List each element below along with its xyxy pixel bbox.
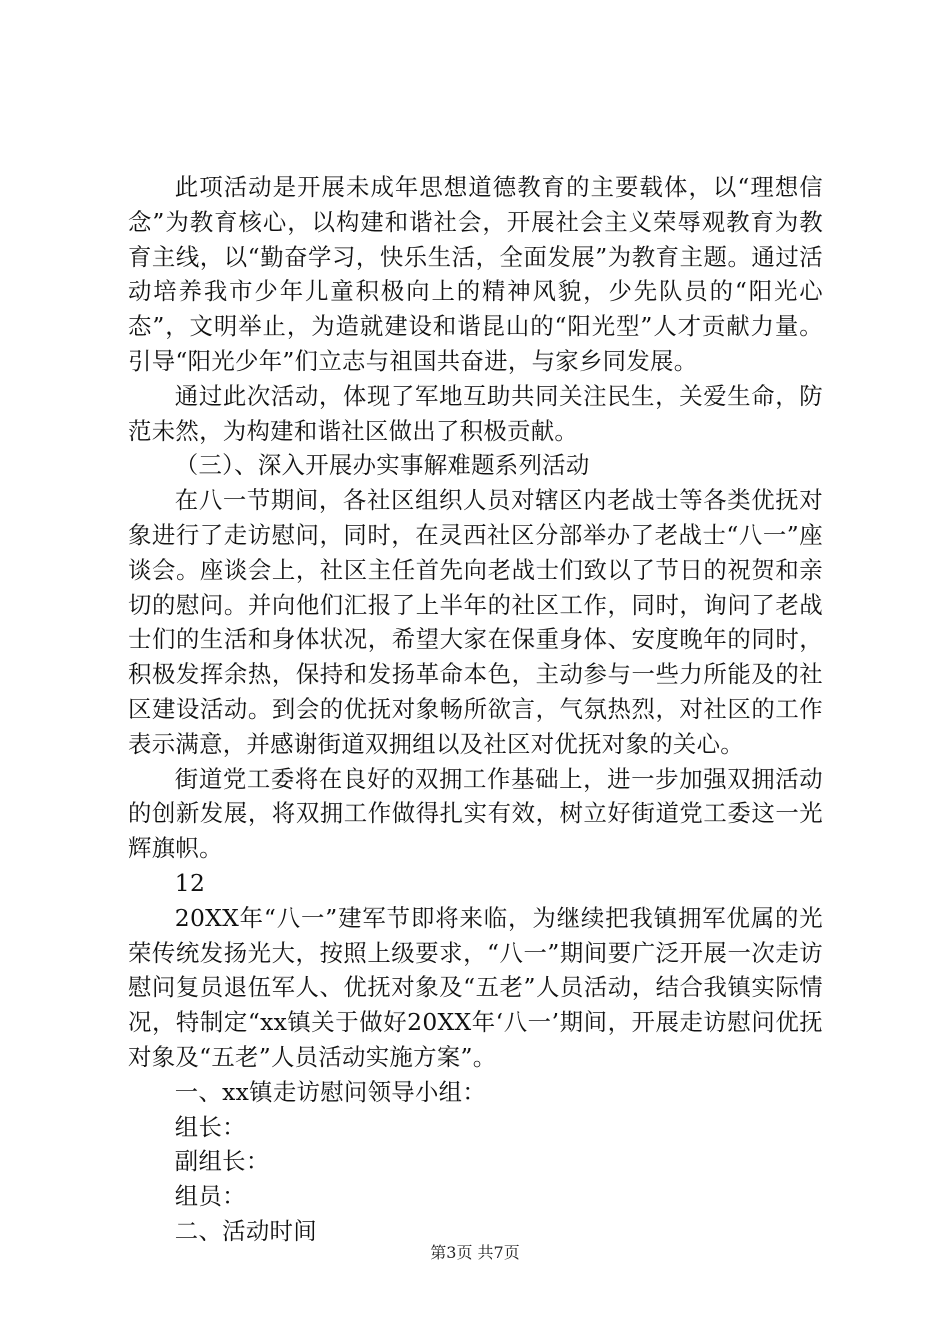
paragraph-party-committee: 街道党工委将在良好的双拥工作基础上，进一步加强双拥活动的创新发展，将双拥工作做得扎实有效，树立好街道党工委这一光辉旗帜。 — [128, 764, 823, 863]
page-footer: 第3页 共7页 — [430, 1243, 520, 1262]
paragraph-activity-result: 通过此次活动，体现了军地互助共同关注民生，关爱生命，防范未然，为构建和谐社区做出了积极贡献。 — [128, 381, 823, 445]
field-deputy-leader: 副组长： — [174, 1147, 270, 1176]
section-heading-three: （三）、深入开展办实事解难题系列活动 — [174, 451, 590, 480]
section-heading-leadership-group: 一、xx镇走访慰问领导小组： — [174, 1077, 487, 1106]
field-group-members: 组员： — [174, 1182, 246, 1211]
field-group-leader: 组长： — [174, 1112, 246, 1141]
section-heading-activity-time: 二、活动时间 — [174, 1216, 317, 1245]
paragraph-bayi-visit: 在八一节期间，各社区组织人员对辖区内老战士等各类优抚对象进行了走访慰问，同时，在灵西社区分部举办了老战士“八一”座谈会。座谈会上，社区主任首先向老战士们致以了节日的祝贺和亲切的慰问。并向他们汇报了上半年的社区工作，同时，询问了老战士们的生活和身体状况，希望大家在保重身体、安度晚年的同时，积极发挥余热，保持和发扬革命本色，主动参与一些力所能及的社区建设活动。到会的优抚对象畅所欲言，气氛热烈，对社区的工作表示满意，并感谢街道双拥组以及社区对优抚对象的关心。 — [128, 486, 823, 758]
paragraph-plan-intro: 20XX年“八一”建军节即将来临，为继续把我镇拥军优属的光荣传统发扬光大，按照上级要求，“八一”期间要广泛开展一次走访慰问复员退伍军人、优抚对象及“五老”人员活动，结合我镇实际情况，特制定“xx镇关于做好20XX年‘八一’期间，开展走访慰问优抚对象及“五老”人员活动实施方案”。 — [128, 903, 823, 1071]
document-body — [128, 170, 823, 1249]
section-number: 12 — [174, 868, 206, 897]
paragraph-activity-purpose: 此项活动是开展未成年思想道德教育的主要载体，以“理想信念”为教育核心，以构建和谐社会，开展社会主义荣辱观教育为教育主线，以“勤奋学习，快乐生活，全面发展”为教育主题。通过活动培养我市少年儿童积极向上的精神风貌，少先队员的“阳光心态”，文明举止，为造就建设和谐昆山的“阳光型”人才贡献力量。引导“阳光少年”们立志与祖国共奋进，与家乡同发展。 — [128, 173, 823, 375]
